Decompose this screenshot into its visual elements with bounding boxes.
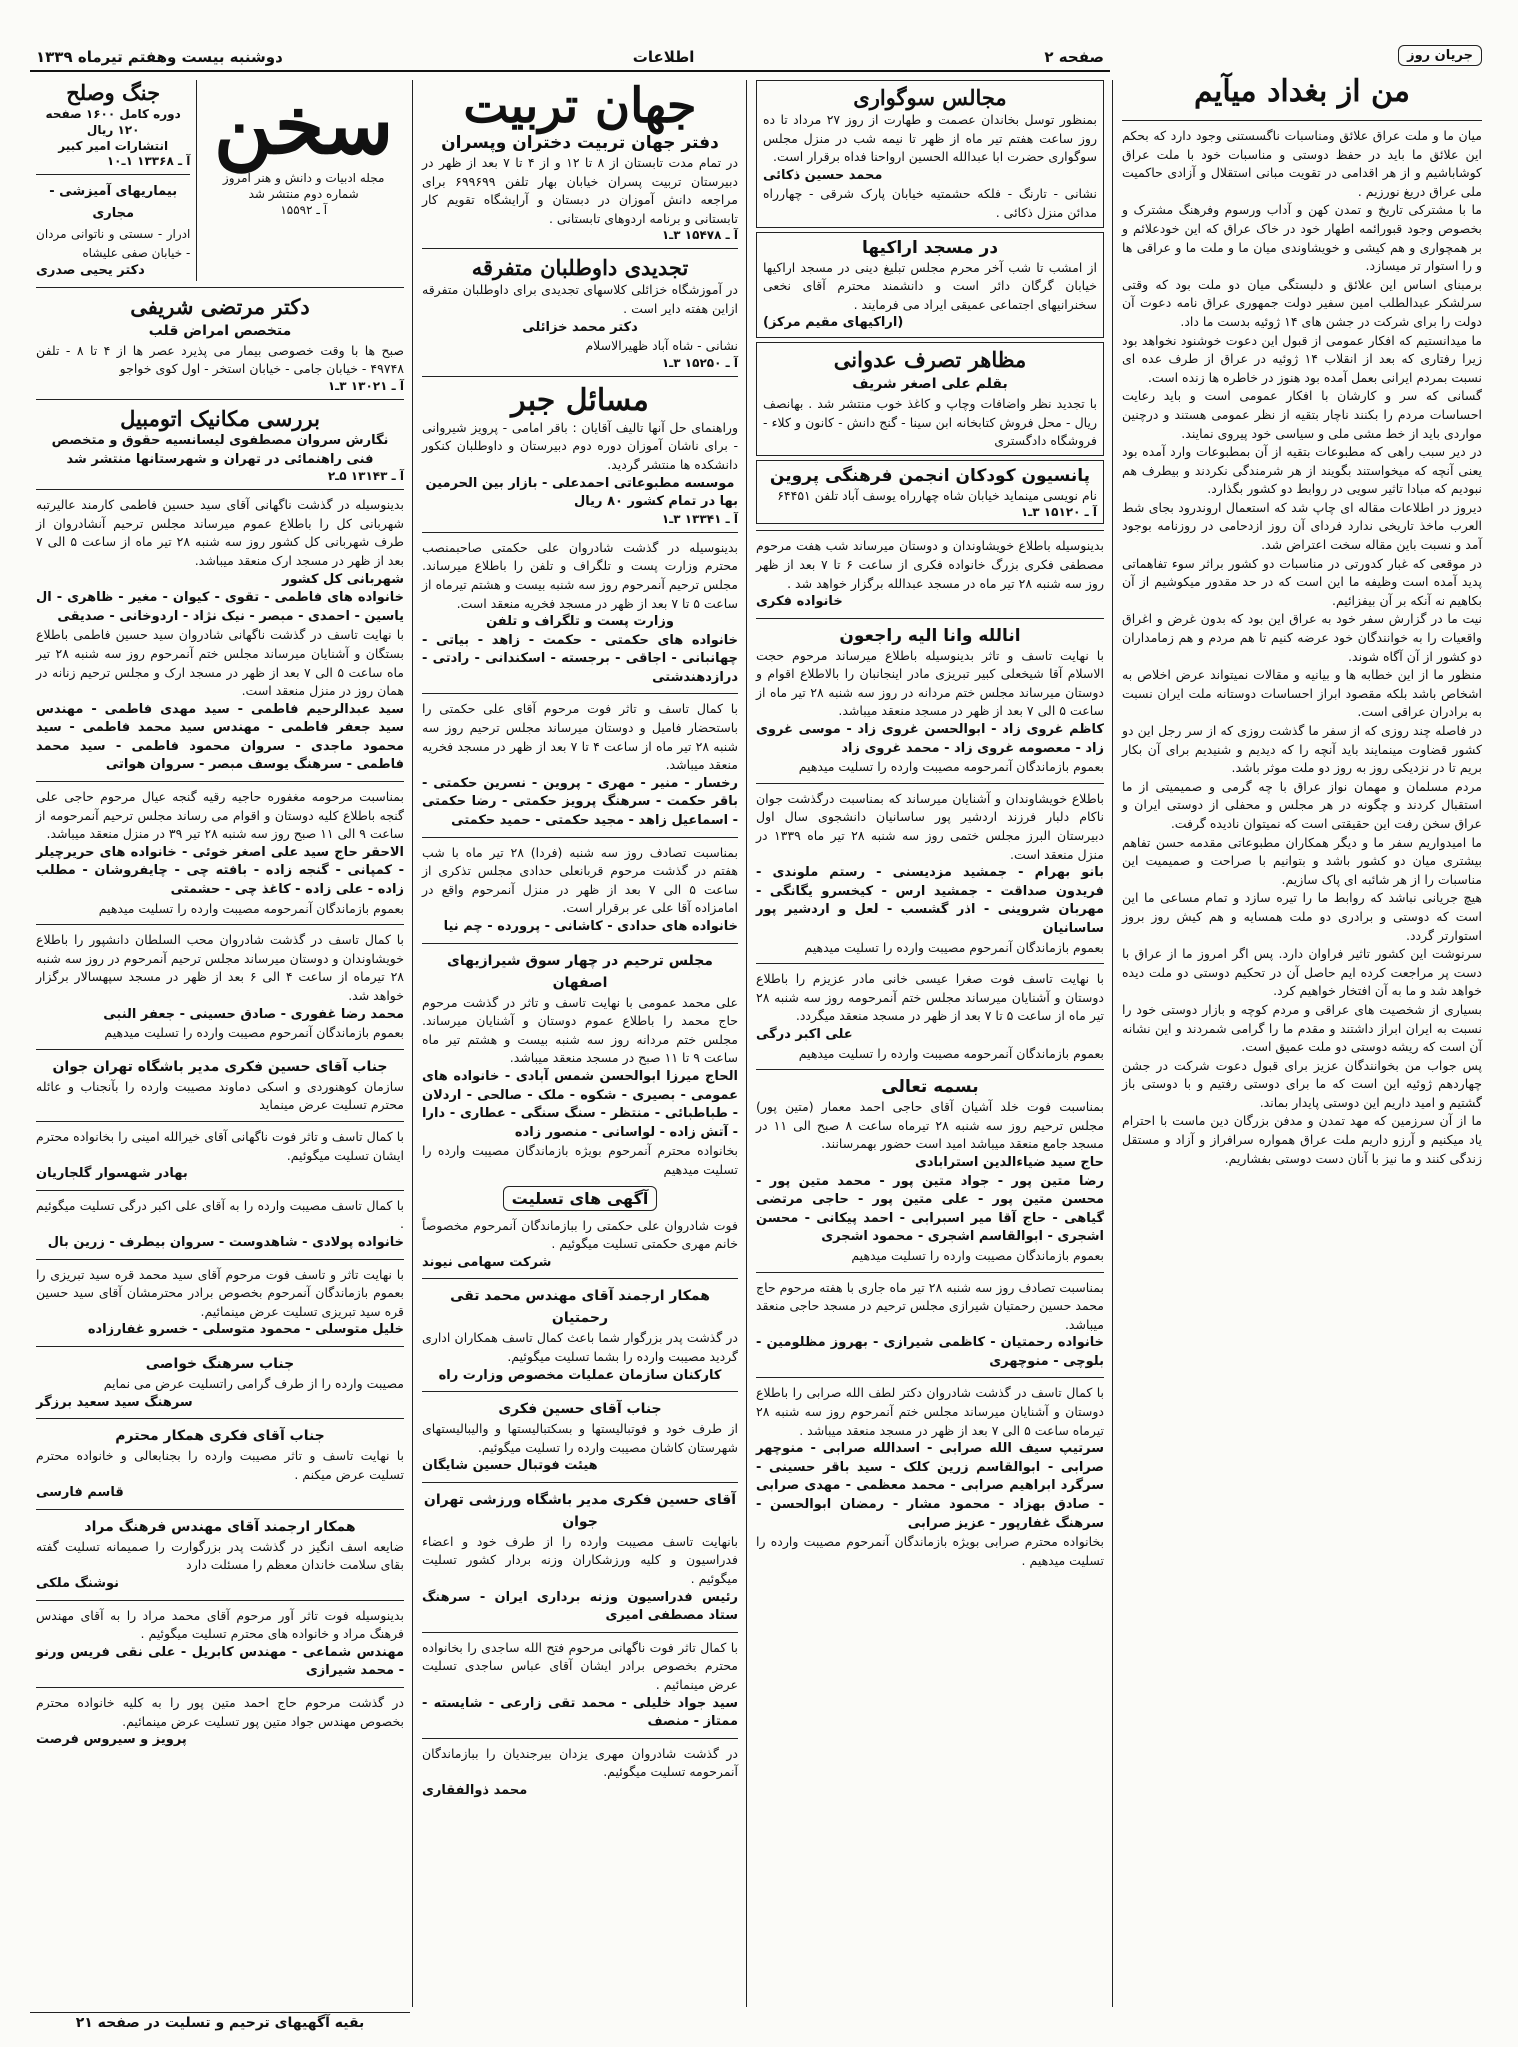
sokhan-subtitle: مجله ادبیات و دانش و هنر امروز xyxy=(222,171,385,185)
notice-text: با کمال تاسف و تاثر فوت ناگهانی آقای خیرالله امینی را بخانواده محترم ایشان تسلیت میگوئیم. xyxy=(36,1128,404,1163)
notices-column-2 xyxy=(750,80,1110,2007)
notice-signature: سید عبدالرحیم فاطمی - سید مهدی فاطمی - مهندس سید جعفر فاطمی - مهندس سید محمد فاطمی - سید محمود ماجدی - سروان محمود فاطمی - سید محمد فاطمی - سرهنگ یوسف مبصر - سروان هواتی xyxy=(36,701,404,773)
ad-code: آ ـ ۱۳۳۶۸ ۱ـ۱۰ xyxy=(106,154,191,168)
box-address: نشانی - تارنگ - فلکه حشمتیه خیابان پارک شرقی - چهارراه مدائن منزل ذکائی . xyxy=(763,186,1097,220)
clinic-signature: دکتر یحیی صدری xyxy=(36,263,145,279)
notice-heading: همکار ارجمند آقای مهندس فرهنگ مراد xyxy=(84,1518,356,1535)
condolence-signature: شرکت سهامی نیوند xyxy=(422,1254,552,1270)
divider xyxy=(422,943,738,944)
notice-signature: نوشنگ ملکی xyxy=(36,1576,120,1592)
editorial-paragraph: ما با مشترکی تاریخ و تمدن کهن و آداب ورسوم وفرهنگ مشترک و بخصوص وجود قبورائمه اطهار خود در خاک عراق که این خودعلائم و بر همچواری و هم کیشی و خویشاوندی میان ما و ملت ما و عراقی ها و را استوار تر میسازد. xyxy=(1122,202,1482,274)
editorial-paragraph: میان ما و ملت عراق علائق ومناسبات ناگسستنی وجود دارد که بحکم این علائق ما باید در حفظ دوستی و مناسبات خود با ملت عراق کوشاباشیم و از هر اقدامی در تقویت مبانی استقلال و آزادی حاکمیت ملی عراق دریغ نورزیم . xyxy=(1122,128,1482,199)
editorial-paragraph: دیروز در اطلاعات مقاله ای چاپ شد که استعمال اروندرود بجای شط العرب ماخذ تاریخی ندارد فردای آن روز ازدحامی در روزنامه بوجود آمد و نسبت باین مقاله سخت اعتراض شد. xyxy=(1122,499,1482,553)
notice-signature: مهندس شماعی - مهندس کابریل - علی نقی فریس ورنو - محمد شیرازی xyxy=(36,1644,404,1679)
notice-text: بدینوسیله فوت تاثر آور مرحوم آقای محمد مراد را به آقای مهندس فرهنگ مراد و خانواده های محترم تسلیت میگوئیم . xyxy=(36,1607,404,1642)
divider xyxy=(756,618,1104,619)
condolence-signature: رئیس فدراسیون وزنه برداری ایران - سرهنگ ستاد مصطفی امیری xyxy=(422,1589,738,1624)
notice-text: با نهایت تاسف و تاثر بدینوسیله باطلاع میرساند مرحوم حجت الاسلام آقا شیخعلی کبیر تبریزی مادر اینجانبان را بالاطلاع اقوام و دوستان میرساند مجلس ختم مردانه در روز سه شنبه ۲۸ تیر ماه از ساعت ۵ الی ۷ بعد از ظهر در مسجد منعقد میباشد. xyxy=(756,647,1104,719)
column-rule xyxy=(1112,80,1113,2007)
ad-code: آ ـ ۱۵۵۹۲ xyxy=(280,203,328,217)
divider xyxy=(756,530,1104,531)
editorial-paragraph: ما میدانستیم که افکار عمومی از قبول این دعوت خوشنود نخواهد بود زیرا رفتاری که بعد از انقلاب ۱۴ ژوئیه در عراق از طرف عده ای نسبت بمردم ایرانی بعمل آمده بود هنوز در خاطره ها زنده است. xyxy=(1122,332,1483,385)
editorial-headline: من از بغداد میآیم xyxy=(1194,74,1410,109)
notice-text: بمناسبت تصادف روز سه شنبه (فردا) ۲۸ تیر ماه با شب هفتم در گذشت مرحوم قربانعلی حدادی مجلس تذکری از ساعت ۵ الی ۷ بعد از ظهر در منزل آنمرحوم واقع در امامزاده آقا علی عر برقرار است. xyxy=(422,844,739,916)
notice-text: با نهایت تاسف در گذشت ناگهانی شادروان سید حسین فاطمی باطلاع بستگان و آشنایان میرساند مجلس ختم آنمرحوم روز سه شنبه ۲۸ تیر ماه ساعت ۵ الی ۷ بعد از ظهر در مسجد ارک و مجلس ترحیم زنانه در همان روز در منزل منعقد است. xyxy=(36,627,405,699)
section-label: جریان روز xyxy=(1398,45,1482,66)
school-ad-body: در تمام مدت تابستان از ۸ تا ۱۲ و از ۴ تا ۷ بعد از ظهر در دبیرستان تربیت پسران خیابان بهار تلفن ۶۹۹۶۹۹ برای مراجعه دانش آموزان در دبستان و آرایشگاه تقویم کار تابستانی و برنامه اردوهای تابستانی . xyxy=(422,155,739,226)
divider xyxy=(422,376,738,377)
divider xyxy=(36,287,404,288)
condolence-text: در گذشت پدر بزرگوار شما باعث کمال تاسف همکاران اداری گردید مصیبت وارده را بشما تسلیت میگوئیم. xyxy=(422,1330,738,1364)
notice-signature: خانواده فکری xyxy=(756,594,843,610)
notice-signature: بانو بهرام - جمشید مزدیسنی - رستم ملوندی - فریدون صداقت - جمشید ارس - کیخسرو یگانگی - مهربان شروینی - اذر گشسب - لعل و اردشیر پور ساسانیان xyxy=(756,865,1104,936)
editorial-paragraph: هیچ جریانی نباشد که روابط ما را تیره سازد و تمام مساعی ما این است که دوستی و برادری دو ملت همسایه و هم کیش روز بروز استوارتر گردد. xyxy=(1122,890,1482,943)
box-body: بمنظور توسل بخاندان عصمت و طهارت از روز ۲۷ مرداد تا ده روز ساعت هفتم تیر ماه از ظهر تا نیمه شب در منزل مجلس سوگواری حضرت ابا عبدالله الحسین ارواحنا فداه برقرار است. xyxy=(763,112,1097,165)
notice-signature: سرتیپ سیف الله صرابی - اسدالله صرابی - منوچهر صرابی - ابوالقاسم زرین کلک - سید باقر حسینی - سرگرد ابراهیم صرابی - محمد معظمی - مهدی صرابی - صادق بهزاد - محمود مشار - رمضان ابوالحسن - سرهنگ غفارپور - عزیز صرابی xyxy=(756,1441,1104,1531)
paper-name: اطلاعات xyxy=(632,48,695,66)
ad-code: آ ـ ۱۵۲۵۰ ۳ـ۱ xyxy=(661,355,738,370)
editorial-paragraph: سرنوشت این کشور تاثیر فراوان دارد. پس اگر امروز ما از عراق با دست پر مراجعت کرده ایم حاصل آن در تحکیم دوستی دو ملت دیده خواهد شد و ما به آن افتخار خواهیم کرد. xyxy=(1122,946,1482,999)
ad-code: آ ـ ۱۵۱۲۰ ۳ـ۱ xyxy=(1020,505,1097,520)
notice-closing: بخانواده محترم صرابی بویژه بازماندگان آنمرحوم مصیبت وارده را تسلیت میدهیم . xyxy=(756,1534,1104,1568)
notice-text: بمناسبت فوت خلد آشیان آقای حاجی احمد معمار (متین پور) مجلس ترحیم روز سه شنبه ۲۸ تیرماه ساعت ۸ صبح الی ۱۱ در مسجد جامع منعقد میباشد امید است حضور بهمرسانند. xyxy=(756,1099,1105,1152)
condolence-text: از طرف خود و فوتبالیستها و بسکتبالیستها و والیبالیستهای شهرستان کاشان مصیبت وارده را تسلیت میگوئیم. xyxy=(422,1421,738,1455)
notice-heading: جناب سرهنگ خواصی xyxy=(145,1355,295,1372)
divider xyxy=(422,693,738,694)
math-book-publisher: موسسه مطبوعاتی احمدعلی - بازار بین الحرمین xyxy=(425,475,735,491)
book-line: دوره کامل ۱۶۰۰ صفحه xyxy=(45,107,181,121)
box-body: از امشب تا شب آخر محرم مجلس تبلیغ دینی در مسجد اراکیها خیابان گرگان دائر است و دانشمند محترم آقای نخعی سخنرانیهای اجتماعی عمیقی ایراد می فرمایند . xyxy=(763,259,1097,312)
box-subtitle: بقلم علی اصغر شریف xyxy=(852,375,1008,392)
notice-heading: جناب آقای حسین فکری مدیر باشگاه تهران جوان xyxy=(52,1058,388,1075)
notice-text: باطلاع خویشاوندان و آشنایان میرساند که بمناسبت درگذشت جوان ناکام دلبار فرزند اردشیر پور ساسانیان دانشجوی سال اول دبیرستان البرز مجلس ختمی روز سه شنبه ۲۸ تیر ماه ۱۳۳۹ در منزل منعقد است. xyxy=(756,790,1104,862)
notice-signature: سرهنگ سید سعید برزگر xyxy=(36,1394,193,1410)
notices-column-4 xyxy=(30,80,410,2007)
notice-closing: بعموم بازماندگان آنمرحومه مصیبت وارده را تسلیت میدهیم xyxy=(798,1045,1104,1061)
column-rule xyxy=(746,80,747,2007)
notice-text: با نهایت تاثر و تاسف فوت مرحوم آقای سید محمد قره سید تبریزی را بعموم بازماندگان آنمرحوم بخصوص برادر محترمشان آقای سید حسین قره سید تبریزی تسلیت عرض مینمائیم. xyxy=(36,1266,404,1319)
column-rule xyxy=(412,80,413,2007)
divider xyxy=(36,489,404,490)
box-title: پانسیون کودکان انجمن فرهنگی پروین xyxy=(769,465,1091,486)
mosque-box xyxy=(756,232,1104,338)
divider xyxy=(36,1418,404,1419)
condolence-signature: هیئت فوتبال حسین شایگان xyxy=(422,1458,598,1474)
divider xyxy=(1122,120,1482,121)
issue-date: دوشنبه بیست وهفتم تیرماه ۱۳۳۹ xyxy=(36,48,283,66)
notice-text: بدینوسیله در گذشت ناگهانی آقای سید حسین فاطمی کارمند عالیرتبه شهربانی کل را باطلاع عموم میرساند مجلس ترحیم آنشادروان از طرف شهربانی کل کشور روز سه شنبه ۲۸ تیر ماه از ساعت ۵ الی ۷ بعد از ظهر در مسجد ارک منعقد میباشد. xyxy=(36,497,405,568)
notice-text: علی محمد عمومی با نهایت تاسف و تاثر در گذشت مرحوم حاج محمد را باطلاع عموم دوستان و آشنایان میرساند. مجلس ختم مردانه روز سه شنبه بیست و هشتم تیر ماه ساعت ۹ تا ۱۱ صبح در مسجد منعقد میباشد. xyxy=(422,994,738,1066)
sokhan-title: سخن xyxy=(213,80,394,172)
condolence-text: فوت شادروان علی حکمتی را ببازماندگان آنمرحوم مخصوصاً خانم مهری حکمتی تسلیت میگوئیم . xyxy=(422,1217,738,1252)
condolence-signature: محمد ذوالفقاری xyxy=(422,1783,528,1798)
notice-signature: حاج سید ضیاءالدین استرابادی xyxy=(914,1154,1104,1170)
divider xyxy=(36,399,404,400)
notice-text: در گذشت مرحوم حاج احمد متین پور را به کلیه خانواده محترم بخصوص مهندس جواد متین پور تسلیت عرض مینمائیم. xyxy=(36,1695,404,1729)
divider xyxy=(36,1346,404,1347)
condolence-heading: آقای حسین فکری مدیر باشگاه ورزشی تهران جوان xyxy=(423,1491,737,1530)
box-title: در مسجد اراکیها xyxy=(861,237,999,258)
divider xyxy=(422,1738,738,1739)
editorial-paragraph: در فاصله چند روزی که از سفر ما گذشت روزی که از سر رجل این دو کشور قضاوت مینمایند باید آنچه را که دیدیم و شنیدیم برای آن بکار بریم تا در نزدیکی روز به روز دو ملت موثر باشد. xyxy=(1122,723,1482,776)
divider xyxy=(36,924,404,925)
notice-signature: قاسم فارسی xyxy=(36,1485,124,1501)
sokhan-ad xyxy=(203,80,404,281)
mourning-box xyxy=(756,80,1104,228)
class-ad-signature: دکتر محمد خزائلی xyxy=(522,319,638,335)
notice-closing: بخانواده محترم آنمرحوم بویژه بازماندگان مصیبت وارده را تسلیت میدهیم xyxy=(422,1143,738,1177)
notice-signature: پرویز و سیروس فرصت xyxy=(36,1732,187,1748)
ad-code: آ ـ ۱۳۰۲۱ ۳ـ۱ xyxy=(327,378,404,393)
condolence-ads-label: آگهی های تسلیت xyxy=(503,1186,658,1211)
ad-code: آ ـ ۱۵۴۷۸ ۳ـ۱ xyxy=(661,228,738,243)
doctor-body: صبح ها با وقت خصوصی بیمار می پذیرد عصر ها از ۴ تا ۸ - تلفن ۴۹۷۴۸ - خیابان جامی - خیابان استخر - اول کوی خواجو xyxy=(36,342,405,377)
notice-text: بدینوسیله باطلاع خویشاوندان و دوستان میرساند شب هفت مرحوم مصطفی فکری بزرگ خانواده فکری از ساعت ۶ تا ۷ بعد از ظهر روز سه شنبه ۲۸ تیر ماه در مسجد عبدالله برگزار خواهد شد . xyxy=(756,538,1104,591)
notice-signature: محمد رضا غفوری - صادق حسینی - جعفر النبی xyxy=(103,1006,404,1022)
divider xyxy=(36,1049,404,1050)
school-ad-subtitle: دفتر جهان تربیت دختران وپسران xyxy=(441,133,719,153)
divider xyxy=(422,532,738,533)
notice-text: بمناسبت تصادف روز سه شنبه ۲۸ تیر ماه جاری با هفته مرحوم حاج محمد حسین رحمتیان شیرازی مجلس ترحیم در مسجد حاجی منعقد میباشد. xyxy=(756,1279,1105,1332)
book-line: ۱۲۰ ریال xyxy=(86,123,140,137)
condolence-signature: سید جواد خلیلی - محمد تقی زارعی - شایسته - ممتاز - منصف xyxy=(422,1695,738,1730)
box-signature: (اراکیهای مقیم مرکز) xyxy=(763,315,904,331)
sokhan-issue: شماره دوم منتشر شد xyxy=(248,187,359,201)
divider xyxy=(422,837,738,838)
clinic-body: ادرار - سستی و ناتوانی مردان - خیابان صفی علیشاه xyxy=(36,227,191,260)
editorial-paragraph: منظور ما از این خطابه ها و بیانیه و مقالات نمیتواند عرض اخلاص به اشخاص باشد بلکه مقصود ابراز احساسات دوستانه ملت ایران نسبت به برادران عراقی است. xyxy=(1122,667,1482,720)
box-body: با تجدید نظر واضافات وچاپ و کاغذ خوب منتشر شد . بهانصف ریال - محل فروش کتابخانه ابن سینا - گنج دانش - کانون و کلاء - فروشگاه دادگستری xyxy=(763,395,1097,449)
notice-text: با کمال تاسف در گذشت شادروان محب السلطان دانشپور را باطلاع خویشاوندان و دوستان میرساند مجلس ترحیم آنمرحوم در روز سه شنبه ۲۸ تیرماه از ساعت ۴ الی ۶ بعد از ظهر در مسجد سپهسالار برگزار خواهد شد. xyxy=(36,932,404,1003)
notice-signature: شهربانی کل کشور xyxy=(282,571,404,587)
divider xyxy=(756,1272,1104,1273)
divider xyxy=(422,248,738,249)
notice-heading: انالله وانا الیه راجعون xyxy=(839,625,1021,646)
divider xyxy=(756,783,1104,784)
box-title: مجالس سوگواری xyxy=(853,85,1007,110)
doctor-subtitle: متخصص امراض قلب xyxy=(148,322,292,339)
notice-closing: بعموم بازماندگان آنمرحوم مصیبت وارده را تسلیت میدهیم xyxy=(104,1025,404,1041)
condolence-heading: جناب آقای حسین فکری xyxy=(498,1401,662,1418)
box-signature: محمد حسین ذکائی xyxy=(763,167,883,183)
notice-signature: خانواده های حدادی - کاشانی - پرورده - چم نیا xyxy=(443,919,738,934)
divider xyxy=(422,1278,738,1279)
mechanics-book-body: نگارش سروان مصطفوی لیسانسیه حقوق و متخصص فنی راهنمائی در تهران و شهرستانها منتشر شد xyxy=(51,432,389,467)
notice-signature: کاظم غروی زاد - ابوالحسن غروی زاد - موسی غروی زاد - معصومه غروی زاد - محمد غروی زاد xyxy=(756,722,1104,756)
divider xyxy=(422,1632,738,1633)
condolence-text: بانهایت تاسف مصیبت وارده را از طرف خود و اعضاء فدراسیون و کلیه ورزشکاران وزنه بردار کشور تسلیت میگوئیم . xyxy=(422,1533,738,1587)
editorial-paragraph: پس جواب من بخوانندگان عزیز برای قبول دعوت شرکت در جشن چهاردهم ژوئیه این است که ما برای دوستی رفتیم و با دوستی باز گشتیم و امید داریم این دوستی پایدار بماند. xyxy=(1122,1057,1482,1110)
notice-text: با کمال تاسف و تاثر فوت مرحوم آقای علی حکمتی را باستحضار فامیل و دوستان میرساند مجلس ترحیم روز سه شنبه ۲۸ تیر ماه از ساعت ۴ تا ۷ بعد از ظهر در مسجد فخریه منعقد میباشد. xyxy=(422,701,738,773)
notice-heading: مجلس ترحیم در چهار سوق شیرازیهای اصفهان xyxy=(447,952,713,991)
notice-closing: بعموم بازماندگان آنمرحوم مصیبت وارده را تسلیت میدهیم xyxy=(804,939,1104,955)
notice-signature: وزارت پست و تلگراف و تلفن xyxy=(486,614,674,630)
doctor-title: دکتر مرتضی شریفی xyxy=(130,293,310,319)
notice-closing: بعموم بازماندگان آنمرحومه مصیبت وارده را تسلیت میدهیم xyxy=(98,900,404,916)
notice-signature: رخسار - منیر - مهری - پروین - نسرین حکمتی - باقر حکمت - سرهنگ پرویز حکمتی - رضا حکمتی - اسماعیل زاهد - مجید حکمتی - حمید حکمتی xyxy=(422,775,738,829)
book-title: جنگ وصلح xyxy=(66,80,161,105)
notice-text: با کمال تاسف مصیبت وارده را به آقای علی اکبر درگی تسلیت میگوئیم . xyxy=(36,1197,404,1232)
math-book-body: وراهنمای حل آنها تالیف آقایان : باقر امامی - پرویز شیروانی - برای ناشان آموزان دوره دوم دبیرستان و داوطلبان کنکور دانشکده ها منتشر گردید. xyxy=(422,419,738,472)
school-ad-title: جهان تربیت xyxy=(463,80,697,134)
editorial-paragraph: برمبنای اساس این علائق و دلبستگی میان دو ملت بود که وقتی سرلشکر عبدالطلب امین سفیر دولت جمهوری عراق نامه دعوت آن دولت را برای شرکت در جشن های ۱۴ ژوئیه بدست ما داد. xyxy=(1122,276,1482,329)
math-book-title: مسائل جبر xyxy=(511,382,649,418)
math-book-price: بها در تمام کشور ۸۰ ریال xyxy=(574,494,738,510)
notice-signature: خلیل متوسلی - محمود متوسلی - خسرو غفارزاده xyxy=(87,1322,404,1338)
editorial-paragraph: مردم مسلمان و مهمان نواز عراق با چه گرمی و صمیمیتی از ما استقبال کردند و چگونه در هر مجلس و محفلی از دوستی ایران و عراق سخن رفت این حقیقتی است که نمیتوان نادیده گرفت. xyxy=(1122,778,1482,831)
ad-code: آ ـ ۱۳۱۴۳ ۵ـ۲ xyxy=(327,469,404,484)
editorial-paragraph: گسانی که سر و کارشان با افکار عمومی است و باید رعایت احساسات مردم را بکنند ناچار بتقیه از نظر عمومی هستند و درچنین مواردی باید از خط مشی ملی و سیاسی خود پیروی نمایند. xyxy=(1122,388,1482,441)
editorial-paragraph: در دیر سبب راهی که مطبوعات بتقیه از آن بمطبوعات وارد آمده بود یعنی آنچه که میخواستند بگویند از هر شرمندگی نکردند و بیطرف هم نبودیم که مبادا تاثیر سویی در روابط دو کشور بگذارد. xyxy=(1122,444,1482,497)
divider xyxy=(422,1482,738,1483)
notices-column-3 xyxy=(416,80,744,2007)
editorial-paragraph: بسیاری از شخصیت های عراقی و مردم کوچه و بازار دوستی خود را نسبت به ایران ابراز داشتند و مقدم ما را گرامی شمردند و این نشانه آن است که ریشه دوستی دو ملت عمیق است. xyxy=(1122,1001,1482,1055)
notice-signature: خانواده های فاطمی - تقوی - کیوان - مغیر - ظاهری - ال یاسین - احمدی - مبصر - نیک نژاد - اردوخانی - صدیقی xyxy=(36,590,404,624)
condolence-signature: کارکنان سازمان عملیات مخصوص وزارت راه xyxy=(438,1367,722,1383)
divider xyxy=(36,1190,404,1191)
editorial-paragraph: ما از آن سرزمین که مهد تمدن و مدفن بزرگان دین ماست با احترام یاد میکنیم و آرزو داریم ملت عراق همواره سرافراز و آزاد و مستقل زندگی کنند و ما نیز با آنان دست دوستی بفشاریم. xyxy=(1122,1113,1482,1166)
box-body: نام نویسی مینماید خیابان شاه چهارراه یوسف آباد تلفن ۶۴۴۵۱ xyxy=(777,487,1097,503)
editorial-paragraph: در موقعی که غبار کدورتی در مناسبات دو کشور براثر سوء تفاهماتی پدید آمده است وظیفه ما این است که در حد مقدور میکوشیم از آن بکاهیم نه آنکه بر آن بیفزائیم. xyxy=(1122,555,1482,608)
notice-signature: خانواده رحمتیان - کاظمی شیرازی - بهروز مظلومین - بلوچی - منوچهری xyxy=(756,1335,1104,1369)
editorial-paragraph: نیت ما در گزارش سفر خود به عراق این بود که بدون غرض و اغراق واقعیات را به خوانندگان خود عرضه کنیم تا هم مردم و هم زمامداران دو کشور از آن آگاه شوند. xyxy=(1122,611,1482,664)
clinic-title: بیماریهای آمیزشی - مجاری xyxy=(49,184,178,221)
box-title: مظاهر تصرف عدوانی xyxy=(833,346,1027,372)
notice-text: سازمان کوهنوردی و اسکی دماوند مصیبت وارده را بآنجناب و عائله محترم تسلیت عرض مینماید xyxy=(36,1078,404,1113)
notice-text: با نهایت تاسف فوت صغرا عیسی خانی مادر عزیزم را باطلاع دوستان و آشنایان میرساند مجلس ختم آنمرحومه روز سه شنبه ۲۸ تیر ماه از ساعت ۵ تا ۷ بعد از ظهر در مسجد منعقد میگردد. xyxy=(756,971,1104,1024)
editorial-paragraph: ما امیدواریم سفر ما و دیگر همکاران مطبوعاتی مقدمه حسن تفاهم بیشتری میان دو کشور باشد و بتوانیم با صراحت و صمیمیت این مناسبات را از هر شائبه ای پاک سازیم. xyxy=(1122,834,1482,887)
notice-signature: بهادر شهسوار گلجاریان xyxy=(36,1166,188,1182)
divider xyxy=(756,1377,1104,1378)
divider xyxy=(756,1069,1104,1070)
page-masthead xyxy=(30,44,1110,72)
divider xyxy=(36,1600,404,1601)
class-ad-address: نشانی - شاه آباد ظهیرالاسلام xyxy=(585,338,738,354)
divider xyxy=(36,174,190,175)
notice-text: ضایعه اسف انگیز در گذشت پدر بزرگوارت را صمیمانه تسلیت گفته بقای سلامت خاندان معظم را مسئلت دارد xyxy=(36,1538,404,1573)
notice-heading: جناب آقای فکری همکار محترم xyxy=(115,1428,325,1445)
continued-footer: بقیه آگهیهای ترحیم و تسلیت در صفحه ۲۱ xyxy=(30,2012,410,2031)
page-number: صفحه ۲ xyxy=(1044,48,1104,66)
notice-text: مصیبت وارده را از طرف گرامی راتسلیت عرض می نمایم xyxy=(103,1375,404,1391)
notice-text: با نهایت تاسف و تاثر مصیبت وارده را بجنابعالی و خانواده محترم تسلیت عرض میکنم . xyxy=(36,1448,404,1482)
notice-signature: الحاج میرزا ابوالحسن شمس آبادی - خانواده های عمومی - بصیری - شکوه - ملک - صالحی - اردلان - طباطبائی - منتظر - سنگ سنگی - عطاری - دارا - آتش زاده - لواسانی - منصور زاده xyxy=(422,1068,738,1140)
notice-closing: بعموم بازماندگان مصیبت وارده را تسلیت میدهیم xyxy=(851,1247,1104,1263)
divider xyxy=(36,781,404,782)
ad-code: آ ـ ۱۳۳۴۱ ۳ـ۱ xyxy=(661,511,738,526)
divider xyxy=(36,1121,404,1122)
mechanics-book-title: بررسی مکانیک اتومبیل xyxy=(120,405,320,431)
pension-box xyxy=(756,460,1104,525)
condolence-text: در گذشت شادروان مهری یزدان بیرجندیان را ببازماندگان آنمرحومه تسلیت میگوئیم. xyxy=(422,1745,738,1780)
condolence-text: با کمال تاثر فوت ناگهانی مرحوم فتح الله ساجدی را بخانواده محترم بخصوص برادر ایشان آقای عباس ساجدی تسلیت عرض مینمائیم . xyxy=(422,1639,738,1693)
notice-text: با کمال تاسف در گذشت شادروان دکتر لطف الله صرابی را باطلاع دوستان و آشنایان میرساند مجلس ختم آنمرحوم روز سه شنبه ۲۸ تیرماه ساعت ۵ الی ۷ بعد از ظهر در مسجد منعقد میباشد . xyxy=(756,1385,1104,1438)
class-ad-body: در آموزشگاه خزائلی کلاسهای تجدیدی برای داوطلبان متفرقه ازاین هفته دایر است . xyxy=(422,282,738,316)
class-ad-title: تجدیدی داوطلبان متفرقه xyxy=(471,255,689,281)
divider xyxy=(36,1259,404,1260)
book-ad-box xyxy=(756,342,1104,456)
notice-signature: رضا متین پور - جواد متین پور - محمد متین پور - محسن متین پور - علی متین پور - حاجی مرتضی گیاهی - حاج آقا میر اسبرابی - احمد پیکانی - محسن اشجری - ابوالقاسم اشجری - محمود اشجری xyxy=(756,1173,1104,1245)
notice-signature: خانواده پولادی - شاهدوست - سروان بیطرف - زرین بال xyxy=(47,1234,404,1250)
notice-heading: بسمه تعالی xyxy=(881,1077,979,1098)
divider xyxy=(422,1391,738,1392)
notice-closing: بعموم بازماندگان آنمرحومه مصیبت وارده را تسلیت میدهیم xyxy=(798,759,1104,775)
notice-text: بمناسبت مرحومه مغفوره حاجیه رقیه گنجه عیال مرحوم حاجی علی گنجه باطلاع کلیه دوستان و اقوام می رساند مجلس ترحیم آنمرحومه از ساعت ۹ الی ۱۱ صبح روز سه شنبه ۲۸ تیر ۳۹ در منزل منعقد میباشد. xyxy=(36,789,404,842)
divider xyxy=(756,963,1104,964)
notice-signature: خانواده های حکمتی - حکمت - زاهد - بیاتی - چهانبانی - اجاقی - برجسته - اسکندانی - رادتی - درازدهندشتی xyxy=(422,632,738,685)
divider xyxy=(36,1687,404,1688)
divider xyxy=(36,1509,404,1510)
side-ads xyxy=(36,80,197,281)
notice-signature: علی اکبر درگی xyxy=(756,1026,853,1042)
editorial-column xyxy=(1116,40,1488,2007)
notice-signature: الاحقر حاج سید علی اصغر خوئی - خانواده های حریرچیلر - کمپانی - گنجه زاده - بافته چی - چایفروشان - مطلب زاده - علی زاده - کاغذ چی - حشمتی xyxy=(36,844,404,898)
book-line: انتشارات امیر کبیر xyxy=(58,139,169,153)
notice-text: بدینوسیله در گذشت شادروان علی حکمتی صاحبمنصب محترم وزارت پست و تلگراف و تلفن را باطلاع میرساند. مجلس ترحیم آنمرحوم روز سه شنبه بیست و هشتم تیرماه از ساعت ۵ تا ۷ بعد از ظهر در مسجد فخریه منعقد است. xyxy=(422,539,738,611)
condolence-heading: همکار ارجمند آقای مهندس محمد تقی رحمتیان xyxy=(450,1288,710,1327)
